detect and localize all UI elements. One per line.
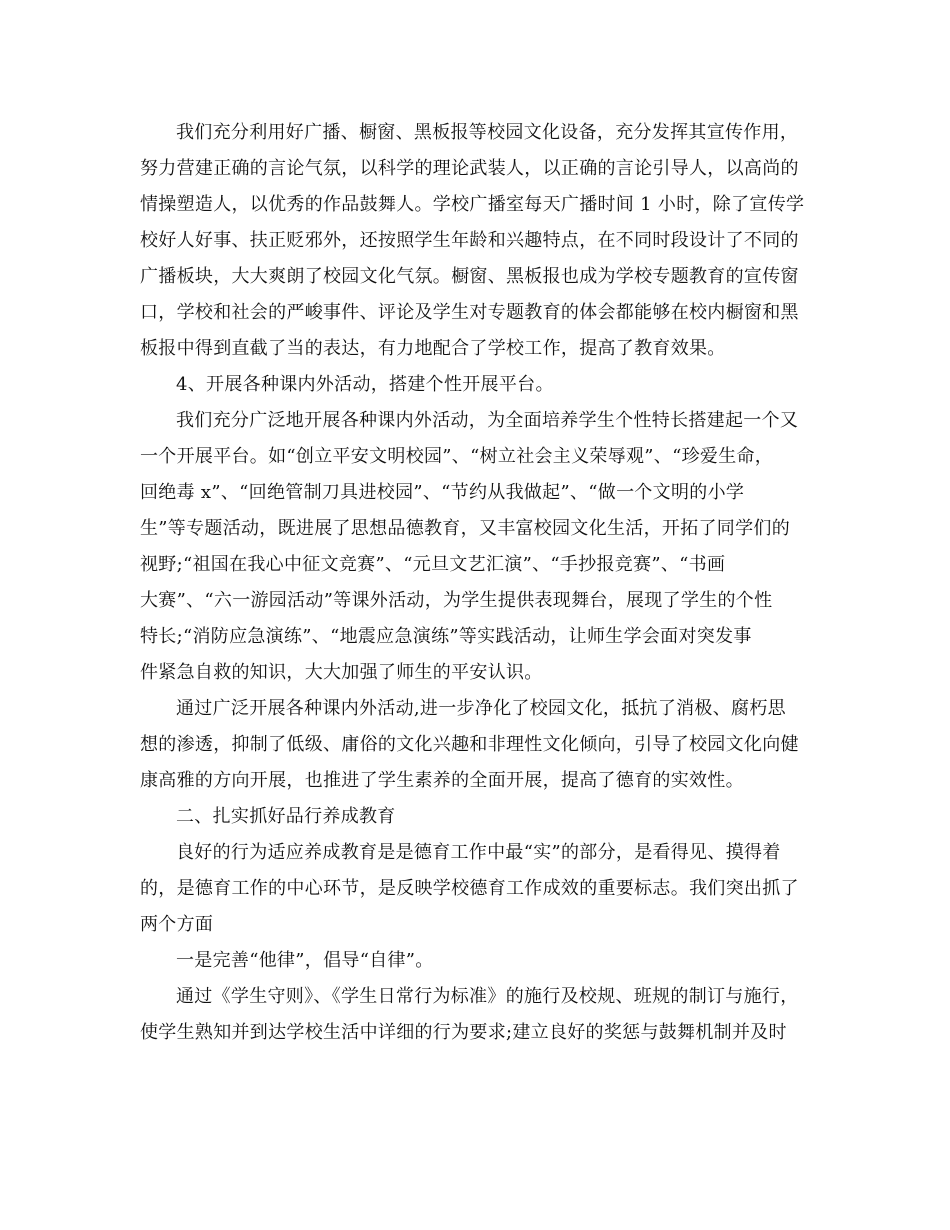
- body-text-line: 一个开展平台。如“创立平安文明校园”、“树立社会主义荣辱观”、“珍爱生命，: [140, 446, 774, 467]
- body-text-line: 特长;“消防应急演练”、“地震应急演练”等实践活动，让师生学会面对突发事: [140, 626, 752, 647]
- body-text-line: 件紧急自救的知识，大大加强了师生的平安认识。: [140, 662, 543, 683]
- body-text-line: 康高雅的方向开展，也推进了学生素养的全面开展，提高了德育的实效性。: [140, 770, 744, 791]
- subsection-heading: 一是完善“他律”，倡导“自律”。: [176, 950, 434, 971]
- section-heading: 二、扎实抓好品行养成教育: [176, 806, 396, 827]
- body-text-line: 我们充分广泛地开展各种课内外活动，为全面培养学生个性特长搭建起一个又: [176, 410, 799, 431]
- body-text-line: 良好的行为适应养成教育是是德育工作中最“实”的部分，是看得见、摸得着: [176, 842, 781, 863]
- body-text-line: 想的渗透，抑制了低级、庸俗的文化兴趣和非理性文化倾向，引导了校园文化向健: [140, 734, 799, 755]
- body-text-line: 大赛”、“六一游园活动”等课外活动，为学生提供表现舞台，展现了学生的个性: [140, 590, 773, 611]
- body-text-line: 板报中得到直截了当的表达，有力地配合了学校工作，提高了教育效果。: [140, 338, 726, 359]
- body-text-line: 使学生熟知并到达学校生活中详细的行为要求;建立良好的奖惩与鼓舞机制并及时: [140, 1022, 787, 1043]
- section-heading: 4、开展各种课内外活动，搭建个性开展平台。: [176, 374, 554, 395]
- body-text-line: 通过广泛开展各种课内外活动,进一步净化了校园文化，抵抗了消极、腐朽思: [176, 698, 786, 719]
- body-text-line: 努力营建正确的言论气氛，以科学的理论武装人，以正确的言论引导人，以高尚的: [140, 158, 799, 179]
- body-text-line: 两个方面: [140, 914, 214, 935]
- body-text-line: 回绝毒 x”、“回绝管制刀具进校园”、“节约从我做起”、“做一个文明的小学: [140, 482, 745, 503]
- body-text-line: 生”等专题活动，既进展了思想品德教育，又丰富校园文化生活，开拓了同学们的: [140, 518, 790, 539]
- body-text-line: 通过《学生守则》、《学生日常行为标准》的施行及校规、班规的制订与施行，: [176, 986, 799, 1007]
- body-text-line: 校好人好事、扶正贬邪外，还按照学生年龄和兴趣特点，在不同时段设计了不同的: [140, 230, 799, 251]
- body-text-line: 的，是德育工作的中心环节，是反映学校德育工作成效的重要标志。我们突出抓了: [140, 878, 799, 899]
- body-text-line: 情操塑造人，以优秀的作品鼓舞人。学校广播室每天广播时间 1 小时，除了宣传学: [140, 194, 805, 215]
- body-text-line: 口，学校和社会的严峻事件、评论及学生对专题教育的体会都能够在校内橱窗和黑: [140, 302, 799, 323]
- body-text-line: 我们充分利用好广播、橱窗、黑板报等校园文化设备，充分发挥其宣传作用，: [176, 122, 799, 143]
- body-text-line: 广播板块，大大爽朗了校园文化气氛。橱窗、黑板报也成为学校专题教育的宣传窗: [140, 266, 799, 287]
- body-text-line: 视野;“祖国在我心中征文竞赛”、“元旦文艺汇演”、“手抄报竞赛”、“书画: [140, 554, 726, 575]
